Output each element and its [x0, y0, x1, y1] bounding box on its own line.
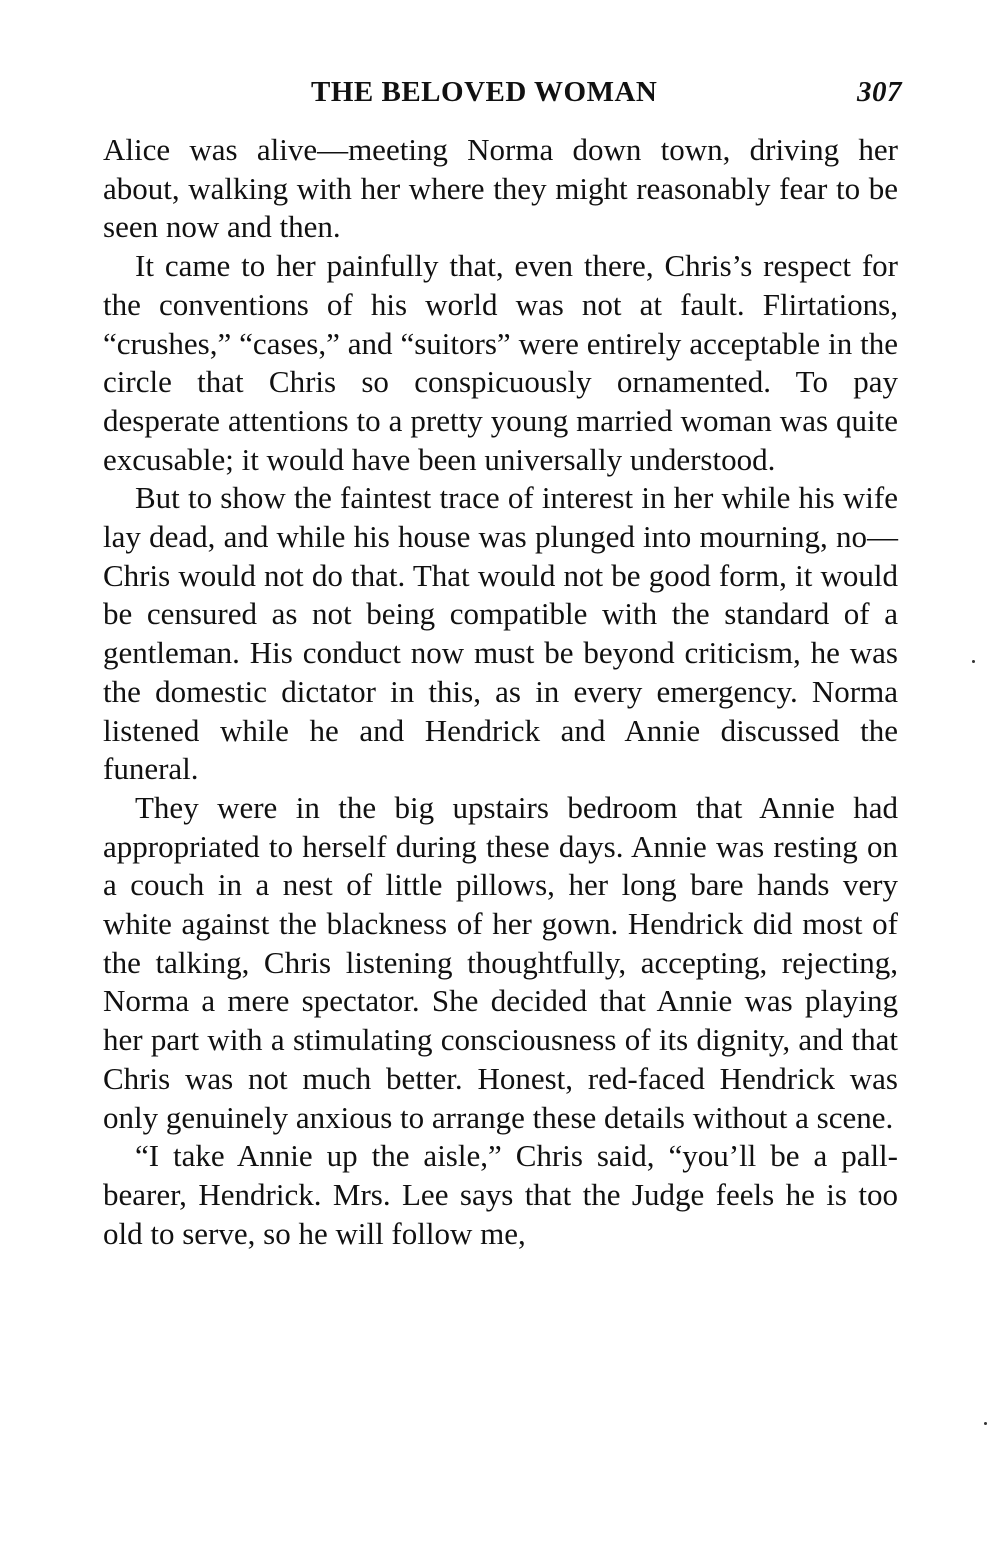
paragraph: “I take Annie up the aisle,” Chris said, “you’ll be a pall-bearer, Hendrick. Mrs. Lee says that the Judge feels he is too old to serve, so he will follow me, — [103, 1138, 898, 1251]
paragraph: They were in the big upstairs bedroom that Annie had appropriated to herself during these days. Annie was resting on a couch in a nest of little pillows, her long bare hands very white against the blackness of her gown. Hendrick did most of the talking, Chris listening thoughtfully, accepting, rejecting, Norma a mere spectator. She decided that Annie was playing her part with a stimulating consciousness of its dignity, and that Chris was not much better. Honest, red-faced Hendrick was only genuinely anxious to arrange these details without a scene. — [103, 789, 898, 1135]
book-page — [103, 74, 902, 1253]
margin-speck — [972, 660, 975, 663]
page-number: 307 — [857, 76, 902, 108]
paragraph: It came to her painfully that, even there, Chris’s respect for the conventions of his world was not at fault. Flirtations, “crushes,” “cases,” and “suitors” were entirely acceptable in the circle that Chris so conspicuously ornamented. To pay desperate attentions to a pretty young married woman was quite excusable; it would have been universally understood. — [103, 248, 898, 477]
paragraph: But to show the faintest trace of interest in her while his wife lay dead, and while his house was plunged into mourning, no—Chris would not do that. That would not be good form, it would be censured as not being compatible with the standard of a gentleman. His conduct now must be beyond criticism, he was the domestic dictator in this, as in every emergency. Norma listened while he and Hendrick and Annie discussed the funeral. — [103, 480, 898, 787]
paragraph: Alice was alive—meeting Norma down town, driving her about, walking with her where they might reasonably fear to be seen now and then. — [103, 132, 898, 245]
body-text — [103, 131, 898, 1253]
running-head — [103, 74, 902, 114]
running-title: THE BELOVED WOMAN — [311, 76, 658, 108]
margin-speck — [984, 1422, 987, 1425]
